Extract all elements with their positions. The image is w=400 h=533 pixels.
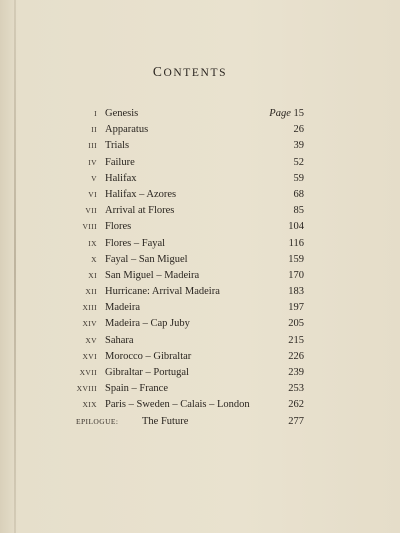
chapter-number: EPILOGUE: xyxy=(76,416,119,426)
chapter-page-number xyxy=(288,365,304,381)
chapter-title: The Future xyxy=(142,415,189,427)
page-number-value: 39 xyxy=(293,140,304,152)
toc-entry xyxy=(72,203,304,219)
toc-entry xyxy=(72,236,304,252)
chapter-page-number xyxy=(288,252,304,268)
toc-entry xyxy=(72,122,304,138)
toc-entry xyxy=(72,300,304,316)
page-label: Page xyxy=(269,108,291,119)
chapter-number: XVII xyxy=(79,368,97,377)
chapter-number: XIII xyxy=(82,303,97,313)
toc-entry xyxy=(72,316,304,332)
toc-entry xyxy=(72,268,304,284)
chapter-page-number xyxy=(294,138,305,154)
chapter-page-number xyxy=(288,333,304,349)
page-number-value: 253 xyxy=(288,383,304,395)
chapter-number: VI xyxy=(88,189,97,199)
chapter-title: Halifax – Azores xyxy=(105,188,177,200)
chapter-number: XVI xyxy=(82,351,97,361)
chapter-title: Flores – Fayal xyxy=(105,237,166,249)
chapter-number: III xyxy=(88,141,97,151)
toc-entry xyxy=(72,397,304,413)
chapter-page-number xyxy=(269,106,304,122)
chapter-number: XI xyxy=(88,270,97,280)
chapter-number: XV xyxy=(85,335,97,345)
chapter-page-number xyxy=(288,219,304,235)
toc-entry xyxy=(72,381,304,397)
chapter-title: Sahara xyxy=(105,334,134,346)
chapter-page-number xyxy=(294,155,305,171)
chapter-title: Trials xyxy=(105,140,130,152)
chapter-title: Failure xyxy=(105,156,135,168)
table-of-contents xyxy=(72,106,304,430)
chapter-number: XIX xyxy=(82,400,97,410)
chapter-page-number xyxy=(288,349,304,365)
toc-entry xyxy=(72,106,304,122)
chapter-title: Madeira xyxy=(105,302,140,314)
chapter-page-number xyxy=(294,171,305,187)
chapter-title: Gibraltar – Portugal xyxy=(105,367,189,378)
chapter-title: Apparatus xyxy=(105,124,149,136)
chapter-number: II xyxy=(91,125,97,135)
page-number-value: 26 xyxy=(293,124,304,136)
toc-entry-epilogue xyxy=(72,414,304,430)
page-number-value: 15 xyxy=(293,108,304,119)
heading-rest: ONTENTS xyxy=(163,67,228,79)
page-number-value: 59 xyxy=(293,172,304,184)
chapter-title: Hurricane: Arrival Madeira xyxy=(105,286,220,298)
page-number-value: 277 xyxy=(288,415,304,427)
chapter-title: Paris – Sweden – Calais – London xyxy=(105,399,250,411)
chapter-number: X xyxy=(91,254,97,264)
chapter-title: Halifax xyxy=(105,172,137,184)
page-number-value: 52 xyxy=(293,156,304,168)
page-number-value: 262 xyxy=(288,399,304,411)
chapter-page-number xyxy=(294,187,305,203)
chapter-number: IV xyxy=(88,157,97,167)
chapter-page-number xyxy=(288,316,304,332)
page-number-value: 197 xyxy=(288,302,304,314)
page-number-value: 226 xyxy=(288,350,304,362)
chapter-page-number xyxy=(288,397,304,413)
toc-entry xyxy=(72,155,304,171)
chapter-title: Fayal – San Miguel xyxy=(105,253,188,265)
chapter-page-number xyxy=(288,381,304,397)
chapter-title: San Miguel – Madeira xyxy=(105,269,200,281)
page-number-value: 159 xyxy=(288,253,304,265)
toc-entry xyxy=(72,252,304,268)
page-number-value: 215 xyxy=(288,334,304,346)
chapter-title: Flores xyxy=(105,221,132,233)
page-number-value: 85 xyxy=(293,205,304,217)
chapter-number: IX xyxy=(88,238,97,248)
contents-heading xyxy=(0,64,380,80)
chapter-number: XVIII xyxy=(76,384,97,394)
toc-entry xyxy=(72,349,304,365)
chapter-number: V xyxy=(91,173,97,183)
page-number-value: 183 xyxy=(288,286,304,298)
chapter-number: XII xyxy=(85,287,97,297)
chapter-page-number xyxy=(294,203,305,219)
chapter-title: Spain – France xyxy=(105,383,168,395)
chapter-page-number xyxy=(294,122,305,138)
chapter-number: XIV xyxy=(82,319,97,329)
toc-entry xyxy=(72,187,304,203)
chapter-title: Genesis xyxy=(105,108,139,119)
chapter-title: Morocco – Gibraltar xyxy=(105,350,192,362)
toc-entry xyxy=(72,138,304,154)
chapter-page-number xyxy=(288,300,304,316)
toc-entry xyxy=(72,219,304,235)
heading-initial: C xyxy=(152,64,164,79)
toc-entry xyxy=(72,171,304,187)
chapter-title: Arrival at Flores xyxy=(105,205,175,217)
page-number-value: 205 xyxy=(288,318,304,330)
toc-entry xyxy=(72,333,304,349)
chapter-number: I xyxy=(94,109,97,118)
page-number-value: 68 xyxy=(293,188,304,200)
toc-entry xyxy=(72,284,304,300)
chapter-title: Madeira – Cap Juby xyxy=(105,318,190,330)
chapter-page-number xyxy=(288,414,304,430)
page-number-value: 116 xyxy=(288,237,304,249)
page-number-value: 170 xyxy=(288,269,304,281)
chapter-page-number xyxy=(288,268,304,284)
chapter-page-number xyxy=(288,284,304,300)
page-number-value: 104 xyxy=(288,221,304,233)
page-number-value: 239 xyxy=(288,367,304,378)
chapter-number: VIII xyxy=(82,222,97,232)
chapter-number: VII xyxy=(85,206,97,216)
toc-entry xyxy=(72,365,304,381)
chapter-page-number xyxy=(289,236,304,252)
